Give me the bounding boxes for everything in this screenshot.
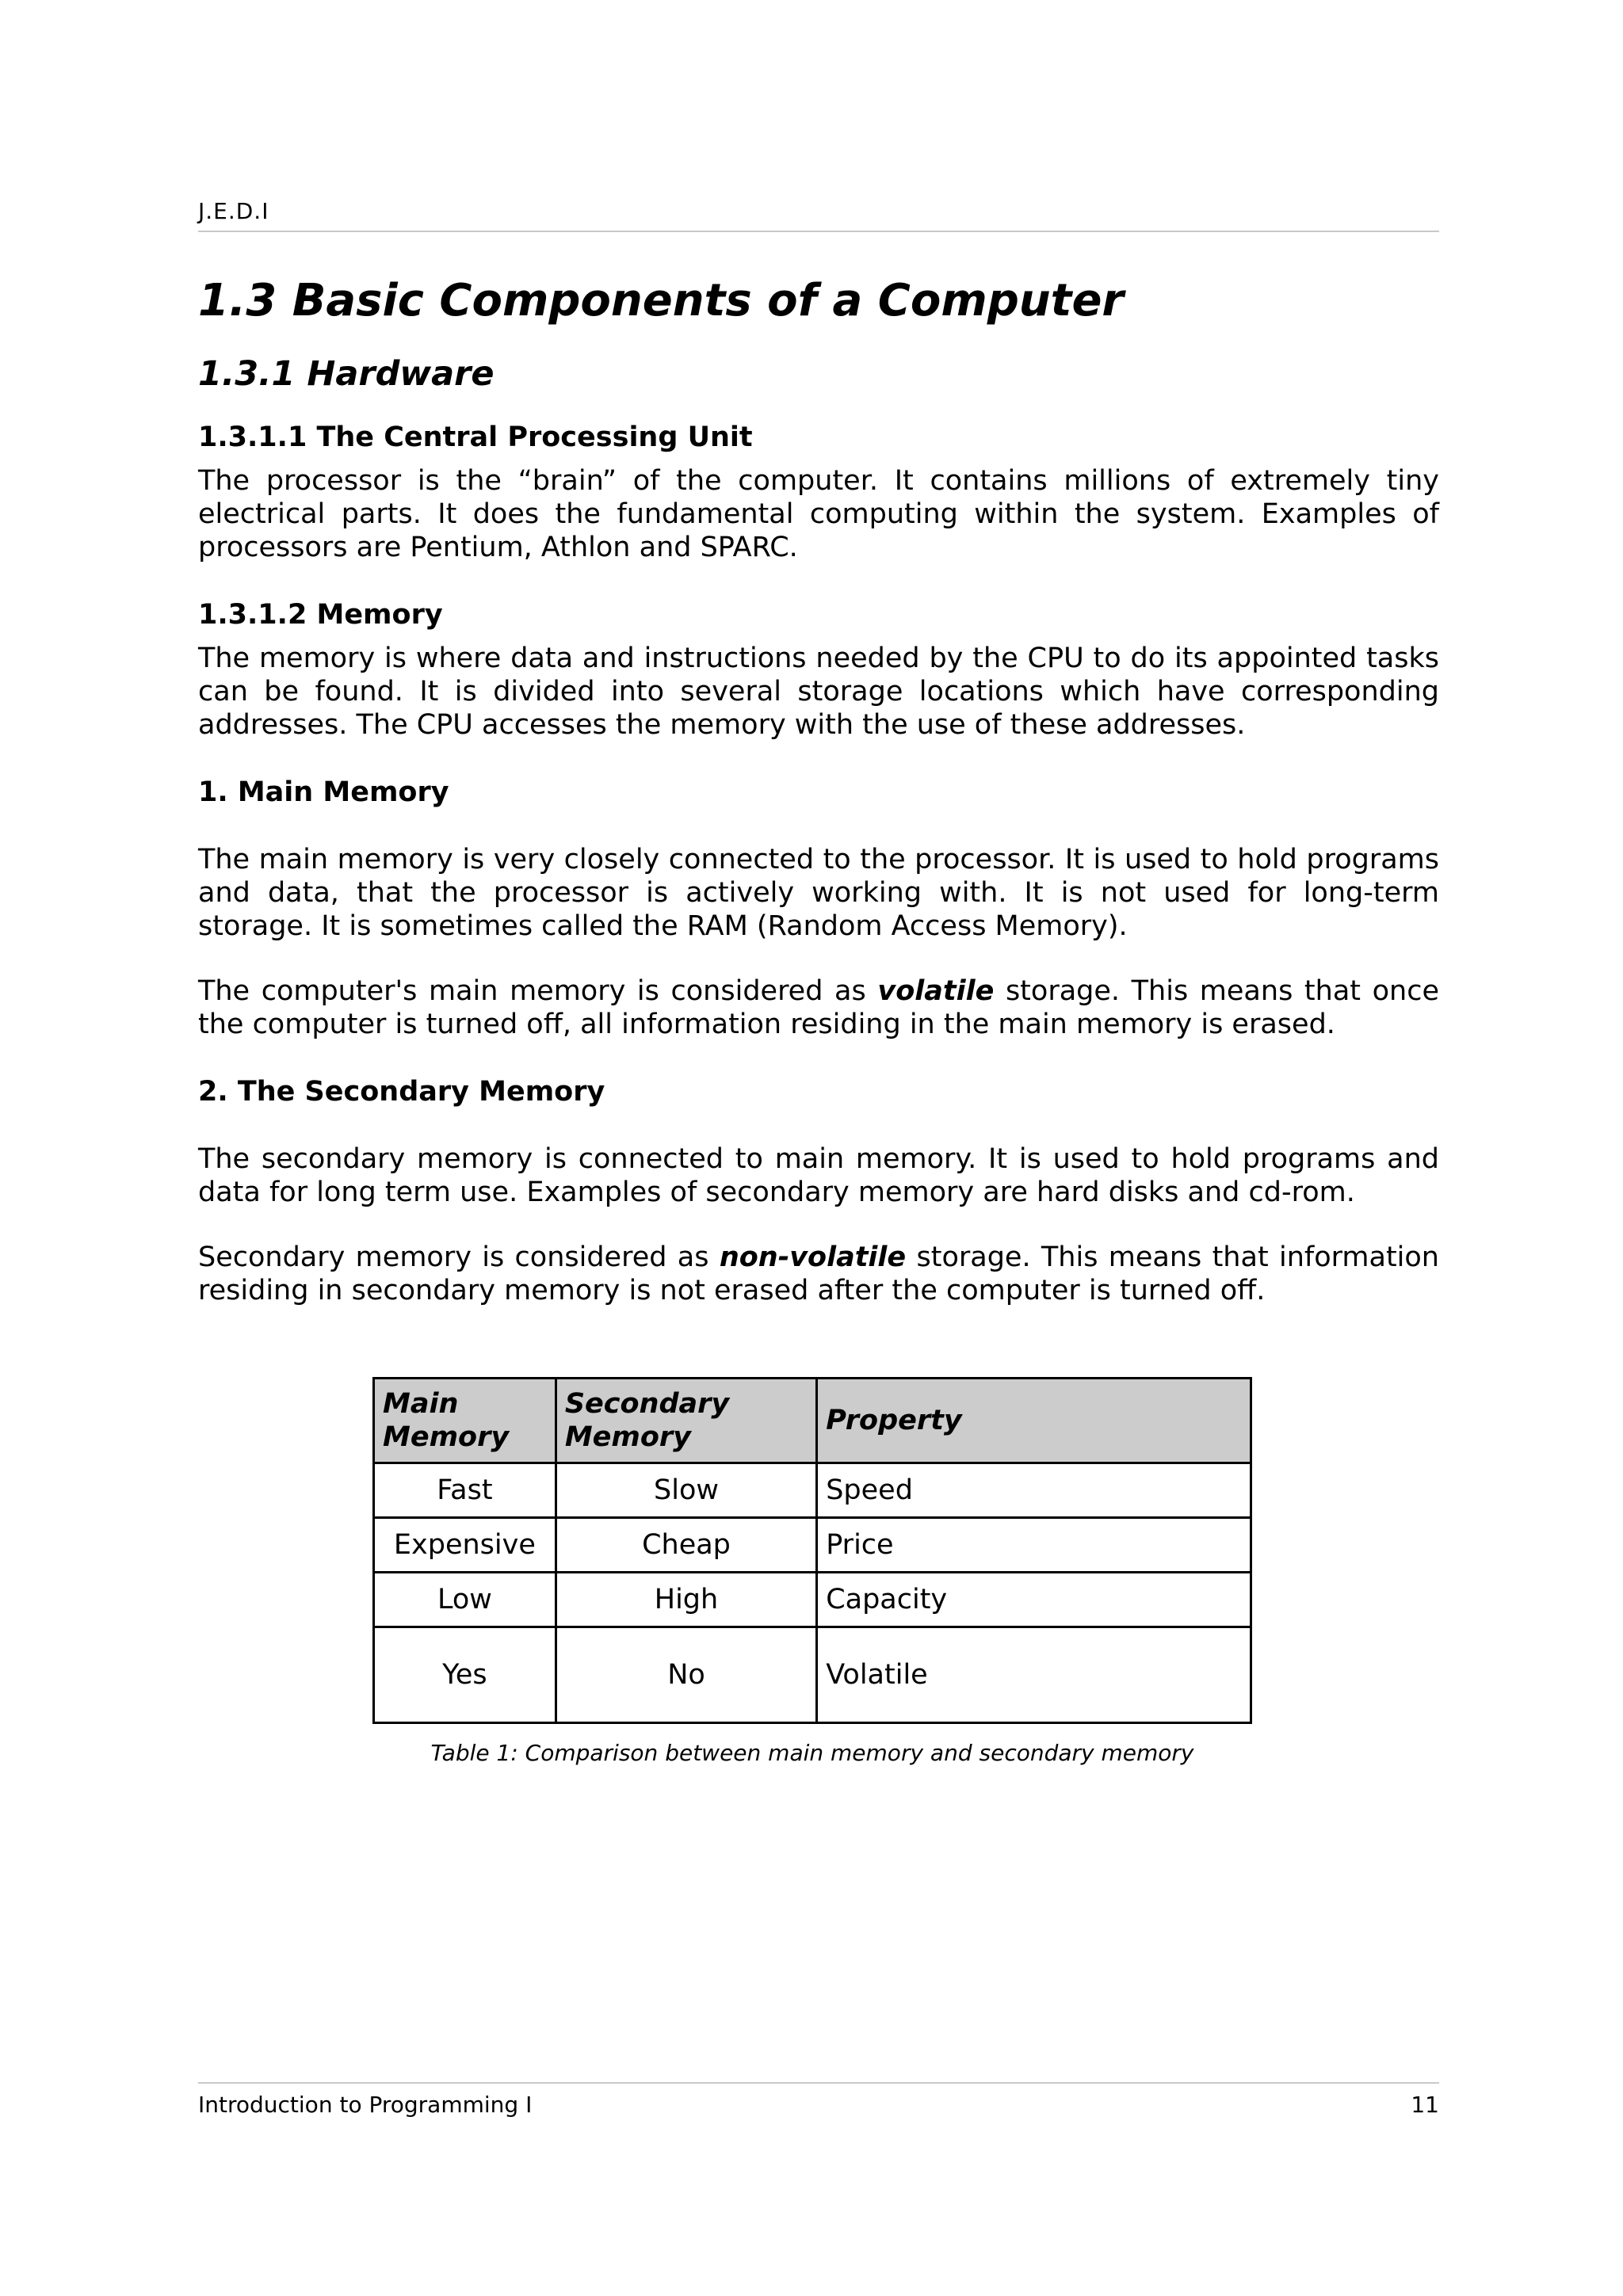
text-segment: Secondary memory is considered as [198, 1241, 720, 1273]
paragraph-secondary-memory-1: The secondary memory is connected to main memory. It is used to hold programs and data for long term use. Examples of secondary memory are hard disks and cd-rom. [198, 1143, 1439, 1208]
page-number: 11 [1411, 2092, 1439, 2118]
content [198, 263, 1439, 1766]
heading-cpu: 1.3.1.1 The Central Processing Unit [198, 421, 753, 453]
paragraph-memory: The memory is where data and instructions needed by the CPU to do its appointed tasks can be found. It is divided into several storage locations which have corresponding addresses. The CPU accesses the memory with the use of these addresses. [198, 643, 1439, 741]
table-cell: No [556, 1627, 816, 1723]
table-cell: Price [817, 1518, 1251, 1573]
table-row [374, 1627, 1251, 1723]
table-header-main-memory: Main Memory [374, 1379, 556, 1463]
table-row [374, 1463, 1251, 1518]
table-cell: Low [374, 1573, 556, 1627]
table-cell: Yes [374, 1627, 556, 1723]
table-row [374, 1573, 1251, 1627]
text-segment: storage. This means that information residing in secondary memory is not erased after the computer is turned off. [198, 1241, 1439, 1306]
table-row [374, 1518, 1251, 1573]
heading-memory: 1.3.1.2 Memory [198, 599, 443, 631]
document-page [198, 0, 1439, 2296]
paragraph-main-memory-2 [198, 974, 1439, 1041]
table-cell: Speed [817, 1463, 1251, 1518]
table-caption: Table 1: Comparison between main memory and secondary memory [430, 1740, 1194, 1766]
table-cell: Capacity [817, 1573, 1251, 1627]
table-cell: Slow [556, 1463, 816, 1518]
table-cell: High [556, 1573, 816, 1627]
emphasis-volatile: volatile [877, 975, 995, 1007]
table-cell: Volatile [817, 1627, 1251, 1723]
text-segment: storage. This means that once the computer is turned off, all information residing in the main memory is erased. [198, 975, 1439, 1040]
table-cell: Fast [374, 1463, 556, 1518]
paragraph-cpu: The processor is the “brain” of the computer. It contains millions of extremely tiny electrical parts. It does the fundamental computing within the system. Examples of processors are Pentium, Athlon and SPARC. [198, 465, 1439, 563]
paragraph-secondary-memory-2 [198, 1241, 1439, 1307]
section-heading-hardware: 1.3.1 Hardware [198, 354, 495, 394]
table-header-row [374, 1379, 1251, 1463]
text-segment: The computer's main memory is considered as [198, 975, 878, 1007]
table-header-secondary-memory: Secondary Memory [556, 1379, 816, 1463]
emphasis-non-volatile: non-volatile [719, 1241, 907, 1273]
running-footer [198, 2082, 1439, 2118]
heading-secondary-memory: 2. The Secondary Memory [198, 1076, 605, 1108]
table-cell: Expensive [374, 1518, 556, 1573]
footer-book-title: Introduction to Programming I [198, 2092, 533, 2118]
page-title: 1.3 Basic Components of a Computer [198, 275, 1125, 326]
table-header-property: Property [817, 1379, 1251, 1463]
comparison-table [372, 1377, 1252, 1724]
running-header: J.E.D.I [198, 198, 1439, 232]
table-cell: Cheap [556, 1518, 816, 1573]
heading-main-memory: 1. Main Memory [198, 776, 449, 808]
paragraph-main-memory-1: The main memory is very closely connected to the processor. It is used to hold programs and data, that the processor is actively working with. It is not used for long-term storage. It is sometimes called the RAM (Random Access Memory). [198, 844, 1439, 942]
